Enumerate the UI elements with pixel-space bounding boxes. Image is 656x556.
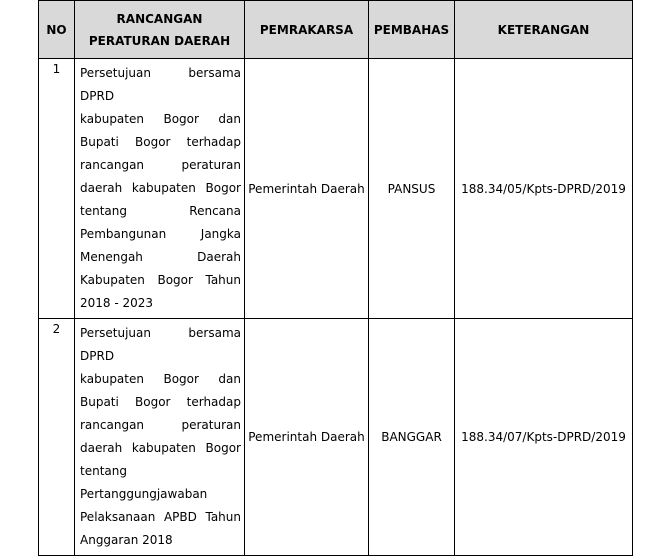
rancangan-line: Menengah Daerah xyxy=(80,250,241,264)
keterangan-cell: 188.34/07/Kpts-DPRD/2019 xyxy=(455,319,633,556)
row-number: 2 xyxy=(39,319,75,556)
row-number: 1 xyxy=(39,59,75,319)
regulation-table-container xyxy=(38,0,633,556)
pembahas-cell: PANSUS xyxy=(369,59,455,319)
header-pemrakarsa: PEMRAKARSA xyxy=(245,1,369,59)
pemrakarsa-cell: Pemerintah Daerah xyxy=(245,59,369,319)
rancangan-line: kabupaten Bogor dan xyxy=(80,372,241,386)
pembahas-cell: BANGGAR xyxy=(369,319,455,556)
rancangan-line: Pembangunan Jangka xyxy=(80,227,241,241)
rancangan-line: kabupaten Bogor dan xyxy=(80,112,241,126)
rancangan-line: rancangan peraturan xyxy=(80,158,241,172)
rancangan-line: Persetujuan bersama DPRD xyxy=(80,66,241,103)
table-row xyxy=(39,59,633,319)
rancangan-line: daerah kabupaten Bogor xyxy=(80,181,241,195)
keterangan-cell: 188.34/05/Kpts-DPRD/2019 xyxy=(455,59,633,319)
table-header-row xyxy=(39,1,633,59)
rancangan-line: Anggaran 2018 xyxy=(80,533,173,547)
pemrakarsa-cell: Pemerintah Daerah xyxy=(245,319,369,556)
header-pembahas: PEMBAHAS xyxy=(369,1,455,59)
header-rancangan: RANCANGAN PERATURAN DAERAH xyxy=(75,1,245,59)
rancangan-line: Kabupaten Bogor Tahun xyxy=(80,273,241,287)
rancangan-line: rancangan peraturan xyxy=(80,418,241,432)
rancangan-line: tentang Rencana xyxy=(80,204,241,218)
rancangan-line: daerah kabupaten Bogor xyxy=(80,441,241,455)
rancangan-line: Bupati Bogor terhadap xyxy=(80,395,241,409)
rancangan-line: Persetujuan bersama DPRD xyxy=(80,326,241,363)
rancangan-cell xyxy=(75,59,245,319)
rancangan-line: Bupati Bogor terhadap xyxy=(80,135,241,149)
rancangan-line: Pelaksanaan APBD Tahun xyxy=(80,510,241,524)
rancangan-line: Pertanggungjawaban xyxy=(80,487,208,501)
regulation-table xyxy=(38,0,633,556)
header-keterangan: KETERANGAN xyxy=(455,1,633,59)
rancangan-line: tentang xyxy=(80,464,127,478)
header-no: NO xyxy=(39,1,75,59)
rancangan-line: 2018 - 2023 xyxy=(80,296,154,310)
